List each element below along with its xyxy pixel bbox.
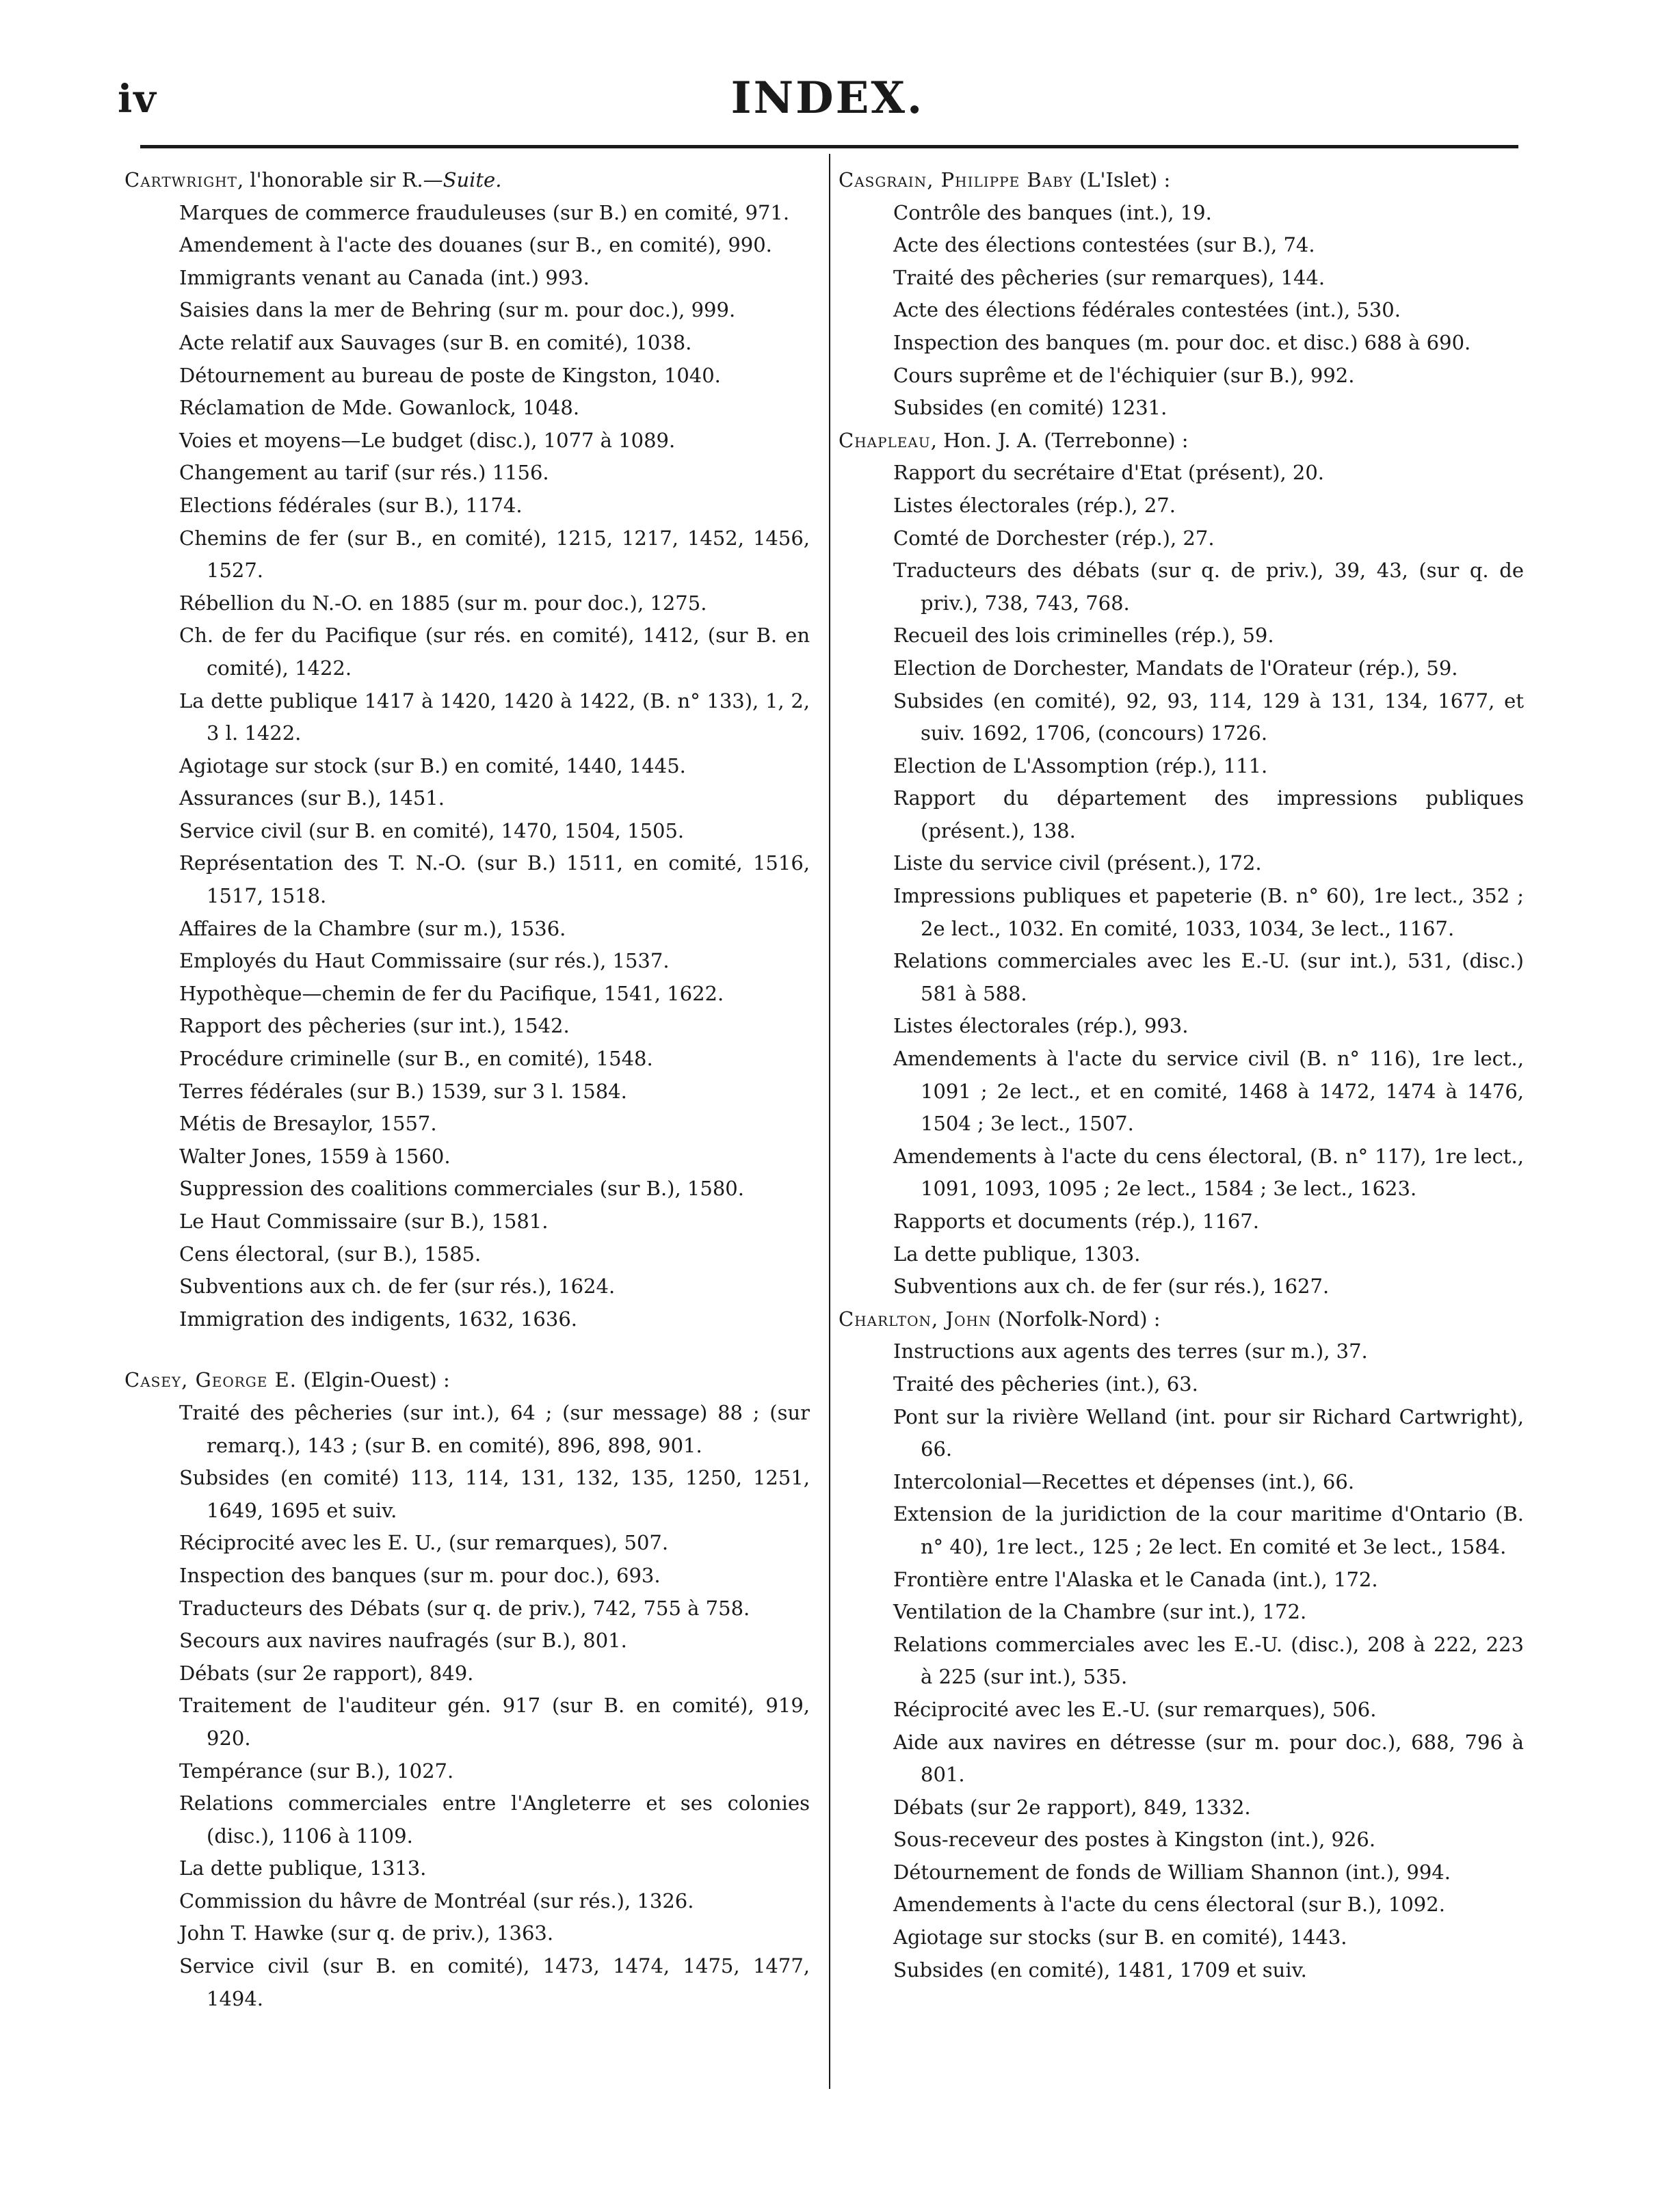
index-heading-chapleau [839, 425, 1524, 457]
index-entry: Relations commerciales entre l'Angleterre et ses colonies (disc.), 1106 à 1109. [179, 1791, 810, 1848]
index-entry: Changement au tarif (sur rés.) 1156. [179, 461, 549, 485]
index-entry: Réclamation de Mde. Gowanlock, 1048. [179, 396, 580, 420]
index-entry: Frontière entre l'Alaska et le Canada (int.), 172. [893, 1567, 1378, 1591]
index-entry: Commission du hâvre de Montréal (sur rés.), 1326. [179, 1889, 694, 1913]
index-heading-casgrain [839, 164, 1524, 197]
index-entry: Liste du service civil (présent.), 172. [893, 851, 1262, 875]
heading-name: Cartwright [124, 168, 237, 191]
heading-continuation: Suite. [443, 168, 502, 191]
index-entry: Traité des pêcheries (sur int.), 64 ; (sur message) 88 ; (sur remarq.), 143 ; (sur B. en comité), 896, 898, 901. [179, 1400, 810, 1457]
index-entry: Assurances (sur B.), 1451. [179, 786, 445, 810]
index-entry: Chemins de fer (sur B., en comité), 1215, 1217, 1452, 1456, 1527. [179, 526, 810, 583]
index-entry: Impressions publiques et papeterie (B. n° 60), 1re lect., 352 ; 2e lect., 1032. En comité, 1033, 1034, 3e lect., 1167. [893, 884, 1524, 940]
index-entry: Saisies dans la mer de Behring (sur m. pour doc.), 999. [179, 298, 736, 322]
entry-list-cartwright [124, 197, 810, 1336]
index-entry: Traducteurs des Débats (sur q. de priv.), 742, 755 à 758. [179, 1596, 750, 1620]
index-entry: Rapport du département des impressions publiques (présent.), 138. [893, 786, 1524, 842]
right-column [839, 164, 1524, 1986]
index-entry: Cens électoral, (sur B.), 1585. [179, 1242, 482, 1266]
index-entry: Election de Dorchester, Mandats de l'Orateur (rép.), 59. [893, 656, 1458, 680]
index-entry: Acte relatif aux Sauvages (sur B. en comité), 1038. [179, 330, 692, 354]
page-number: iv [118, 77, 157, 122]
index-entry: Service civil (sur B. en comité), 1470, 1504, 1505. [179, 818, 685, 842]
index-entry: Voies et moyens—Le budget (disc.), 1077 à 1089. [179, 428, 676, 452]
index-entry: Agiotage sur stocks (sur B. en comité), 1443. [893, 1925, 1347, 1949]
index-entry: Rébellion du N.-O. en 1885 (sur m. pour doc.), 1275. [179, 591, 707, 615]
column-divider [829, 154, 830, 2089]
entry-list-charlton [839, 1335, 1524, 1986]
left-column [124, 164, 810, 2015]
index-entry: Amendements à l'acte du cens électoral (sur B.), 1092. [893, 1893, 1445, 1917]
index-entry: Métis de Bresaylor, 1557. [179, 1112, 437, 1136]
index-entry: Employés du Haut Commissaire (sur rés.), 1537. [179, 949, 670, 973]
section-gap [124, 1335, 810, 1364]
index-entry: Détournement de fonds de William Shannon (int.), 994. [893, 1860, 1451, 1884]
index-entry: Immigration des indigents, 1632, 1636. [179, 1307, 577, 1331]
index-entry: Traitement de l'auditeur gén. 917 (sur B. en comité), 919, 920. [179, 1694, 810, 1750]
index-entry: Intercolonial—Recettes et dépenses (int.), 66. [893, 1469, 1355, 1493]
index-entry: Le Haut Commissaire (sur B.), 1581. [179, 1210, 549, 1233]
index-entry: Terres fédérales (sur B.) 1539, sur 3 l. 1584. [179, 1079, 627, 1103]
index-entry: Ch. de fer du Pacifique (sur rés. en comité), 1412, (sur B. en comité), 1422. [179, 624, 810, 680]
index-entry: Elections fédérales (sur B.), 1174. [179, 493, 523, 517]
index-entry: Contrôle des banques (int.), 19. [893, 200, 1212, 224]
index-entry: Tempérance (sur B.), 1027. [179, 1759, 454, 1783]
index-entry: Détournement au bureau de poste de Kingston, 1040. [179, 363, 721, 387]
entry-list-casey [124, 1397, 810, 2015]
heading-detail: , Hon. J. A. (Terrebonne) : [930, 428, 1189, 452]
index-entry: Relations commerciales avec les E.-U. (sur int.), 531, (disc.) 581 à 588. [893, 949, 1524, 1005]
index-entry: Débats (sur 2e rapport), 849, 1332. [893, 1795, 1251, 1819]
index-entry: Comté de Dorchester (rép.), 27. [893, 526, 1215, 550]
header-rule [140, 145, 1518, 148]
index-entry: Amendements à l'acte du service civil (B. n° 116), 1re lect., 1091 ; 2e lect., et en comité, 1468 à 1472, 1474 à 1476, 1504 ; 3e lect., 1507. [893, 1047, 1524, 1136]
index-entry: Relations commerciales avec les E.-U. (disc.), 208 à 222, 223 à 225 (sur int.), 535. [893, 1632, 1524, 1689]
index-entry: Subventions aux ch. de fer (sur rés.), 1627. [893, 1275, 1330, 1298]
index-entry: La dette publique, 1303. [893, 1242, 1141, 1266]
index-entry: Réciprocité avec les E. U., (sur remarques), 507. [179, 1531, 669, 1555]
index-entry: Acte des élections fédérales contestées (int.), 530. [893, 298, 1401, 322]
index-entry: Service civil (sur B. en comité), 1473, 1474, 1475, 1477, 1494. [179, 1954, 810, 2010]
index-entry: Procédure criminelle (sur B., en comité), 1548. [179, 1047, 653, 1071]
index-entry: Subsides (en comité), 92, 93, 114, 129 à 131, 134, 1677, et suiv. 1692, 1706, (concours) 1726. [893, 689, 1524, 745]
index-entry: Subsides (en comité) 1231. [893, 396, 1168, 420]
index-entry: Suppression des coalitions commerciales (sur B.), 1580. [179, 1177, 744, 1201]
index-entry: Rapport du secrétaire d'Etat (présent), 20. [893, 461, 1325, 485]
index-entry: La dette publique 1417 à 1420, 1420 à 1422, (B. n° 133), 1, 2, 3 l. 1422. [179, 689, 810, 745]
index-entry: Traducteurs des débats (sur q. de priv.), 39, 43, (sur q. de priv.), 738, 743, 768. [893, 559, 1524, 615]
index-entry: Instructions aux agents des terres (sur m.), 37. [893, 1340, 1368, 1363]
index-entry: Débats (sur 2e rapport), 849. [179, 1661, 474, 1685]
index-entry: Traité des pêcheries (sur remarques), 144. [893, 265, 1325, 289]
heading-name: Chapleau [839, 428, 931, 452]
index-entry: Subsides (en comité), 1481, 1709 et suiv. [893, 1958, 1307, 1982]
index-entry: Rapport des pêcheries (sur int.), 1542. [179, 1014, 570, 1038]
page-title: INDEX. [730, 72, 925, 124]
index-entry: Subsides (en comité) 113, 114, 131, 132, 135, 1250, 1251, 1649, 1695 et suiv. [179, 1466, 810, 1522]
index-entry: Pont sur la rivière Welland (int. pour sir Richard Cartwright), 66. [893, 1404, 1524, 1461]
index-entry: Amendement à l'acte des douanes (sur B., en comité), 990. [179, 233, 772, 257]
index-entry: Inspection des banques (sur m. pour doc.), 693. [179, 1563, 661, 1587]
index-entry: John T. Hawke (sur q. de priv.), 1363. [179, 1921, 554, 1945]
index-heading-cartwright [124, 164, 810, 197]
index-entry: Subventions aux ch. de fer (sur rés.), 1624. [179, 1275, 616, 1298]
heading-detail: (L'Islet) : [1072, 168, 1171, 191]
index-entry: Extension de la juridiction de la cour maritime d'Ontario (B. n° 40), 1re lect., 125 ; 2e lect. En comité et 3e lect., 1584. [893, 1502, 1524, 1558]
index-entry: Acte des élections contestées (sur B.), 74. [893, 233, 1315, 257]
index-entry: Sous-receveur des postes à Kingston (int.), 926. [893, 1828, 1376, 1852]
index-entry: Réciprocité avec les E.-U. (sur remarques), 506. [893, 1697, 1377, 1721]
index-entry: Secours aux navires naufragés (sur B.), 801. [179, 1629, 627, 1653]
index-entry: Listes électorales (rép.), 27. [893, 493, 1176, 517]
heading-detail: (Elgin-Ouest) : [296, 1368, 450, 1392]
index-entry: Agiotage sur stock (sur B.) en comité, 1440, 1445. [179, 754, 686, 777]
heading-name: Casey, George E. [124, 1368, 297, 1392]
index-entry: Représentation des T. N.-O. (sur B.) 1511, en comité, 1516, 1517, 1518. [179, 851, 810, 908]
index-entry: Rapports et documents (rép.), 1167. [893, 1210, 1259, 1233]
heading-detail: , l'honorable sir R.— [237, 168, 443, 191]
index-entry: Election de L'Assomption (rép.), 111. [893, 754, 1268, 777]
index-entry: Traité des pêcheries (int.), 63. [893, 1372, 1198, 1396]
heading-name: Casgrain, Philippe Baby [839, 168, 1073, 191]
heading-detail: (Norfolk-Nord) : [991, 1307, 1161, 1331]
index-entry: La dette publique, 1313. [179, 1856, 427, 1880]
entry-list-chapleau [839, 457, 1524, 1303]
index-entry: Inspection des banques (m. pour doc. et disc.) 688 à 690. [893, 330, 1471, 354]
index-entry: Walter Jones, 1559 à 1560. [179, 1144, 451, 1168]
index-entry: Affaires de la Chambre (sur m.), 1536. [179, 916, 566, 940]
index-entry: Ventilation de la Chambre (sur int.), 172. [893, 1600, 1307, 1624]
index-entry: Immigrants venant au Canada (int.) 993. [179, 265, 590, 289]
index-entry: Amendements à l'acte du cens électoral, (B. n° 117), 1re lect., 1091, 1093, 1095 ; 2e lect., 1584 ; 3e lect., 1623. [893, 1144, 1524, 1201]
heading-name: Charlton, John [839, 1307, 992, 1331]
index-heading-charlton [839, 1303, 1524, 1336]
index-entry: Aide aux navires en détresse (sur m. pour doc.), 688, 796 à 801. [893, 1730, 1524, 1787]
index-entry: Marques de commerce frauduleuses (sur B.) en comité, 971. [179, 200, 790, 224]
entry-list-casgrain [839, 197, 1524, 425]
index-heading-casey [124, 1364, 810, 1397]
index-entry: Recueil des lois criminelles (rép.), 59. [893, 624, 1274, 648]
index-entry: Hypothèque—chemin de fer du Pacifique, 1541, 1622. [179, 981, 724, 1005]
index-entry: Cours suprême et de l'échiquier (sur B.), 992. [893, 363, 1355, 387]
index-entry: Listes électorales (rép.), 993. [893, 1014, 1189, 1038]
